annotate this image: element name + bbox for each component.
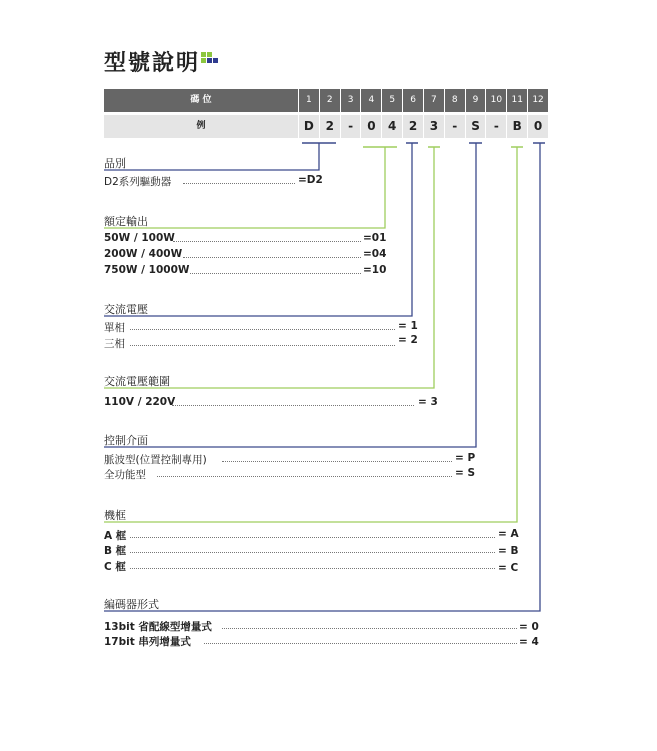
frame-item-label: B 框 <box>104 545 127 557</box>
output-item-value: =04 <box>363 248 387 260</box>
section-title-range: 交流電壓範圍 <box>104 375 170 388</box>
section-title-voltage: 交流電壓 <box>104 303 148 316</box>
example-code-cell: - <box>485 115 506 138</box>
page-title: 型號說明 <box>104 51 201 76</box>
section-title-control: 控制介面 <box>104 434 148 447</box>
frame-item-label: C 框 <box>104 561 126 573</box>
leader-dots <box>204 643 517 644</box>
range-item-value: = 3 <box>418 396 438 408</box>
example-code-cell: D <box>298 115 319 138</box>
code-position-cell: 3 <box>340 89 361 112</box>
output-item-label: 200W / 400W <box>104 248 183 260</box>
leader-dots <box>190 273 361 274</box>
brand-item-label: D2系列驅動器 <box>104 176 172 188</box>
leader-dots <box>172 405 414 406</box>
range-item-label: 110V / 220V <box>104 396 176 408</box>
leader-dots <box>130 537 495 538</box>
code-position-cell: 8 <box>444 89 465 112</box>
code-position-label: 碼 位 <box>190 95 212 105</box>
leader-dots <box>173 241 361 242</box>
code-position-cell: 9 <box>465 89 486 112</box>
leader-dots <box>222 461 452 462</box>
code-position-cell: 10 <box>485 89 506 112</box>
control-item-value: = P <box>455 452 476 464</box>
section-title-brand: 品別 <box>104 157 126 170</box>
connector-brand <box>104 143 319 170</box>
code-position-cell: 11 <box>506 89 527 112</box>
brand-item-value: =D2 <box>298 174 323 186</box>
control-item-label: 全功能型 <box>104 469 146 481</box>
output-item-value: =01 <box>363 232 387 244</box>
encoder-item-value: = 0 <box>519 621 539 633</box>
example-code-cell: 2 <box>319 115 340 138</box>
example-code-cell: 2 <box>402 115 423 138</box>
code-position-cell: 1 <box>298 89 319 112</box>
example-code-cell: S <box>465 115 486 138</box>
control-item-label: 脈波型(位置控制專用) <box>104 454 207 466</box>
leader-dots <box>183 183 295 184</box>
example-code-cell: - <box>444 115 465 138</box>
frame-item-value: = A <box>498 528 519 540</box>
encoder-item-value: = 4 <box>519 636 539 648</box>
section-title-frame: 機框 <box>104 509 126 522</box>
frame-item-value: = C <box>498 562 519 574</box>
voltage-item-value: = 2 <box>398 334 418 346</box>
voltage-item-label: 三相 <box>104 338 125 350</box>
voltage-item-label: 單相 <box>104 322 125 334</box>
leader-dots <box>130 345 395 346</box>
code-position-cell: 12 <box>527 89 548 112</box>
example-label: 例 <box>196 121 206 131</box>
example-code-cell: 0 <box>527 115 548 138</box>
leader-dots <box>130 552 495 553</box>
output-item-value: =10 <box>363 264 387 276</box>
code-position-cell: 6 <box>402 89 423 112</box>
voltage-item-value: = 1 <box>398 320 418 332</box>
encoder-item-label: 13bit 省配線型增量式 <box>104 621 212 633</box>
leader-dots <box>130 568 495 569</box>
leader-dots <box>157 476 452 477</box>
connector-voltage <box>104 143 412 316</box>
code-position-cell: 5 <box>381 89 402 112</box>
section-title-encoder: 編碼器形式 <box>104 598 159 611</box>
code-position-cell: 7 <box>423 89 444 112</box>
output-item-label: 750W / 1000W <box>104 264 190 276</box>
section-title-output: 額定輸出 <box>104 215 148 228</box>
example-code-cell: 4 <box>381 115 402 138</box>
leader-dots <box>130 329 395 330</box>
example-code-cell: 3 <box>423 115 444 138</box>
leader-dots <box>183 257 361 258</box>
code-position-cell: 2 <box>319 89 340 112</box>
control-item-value: = S <box>455 467 476 479</box>
frame-item-label: A 框 <box>104 530 127 542</box>
output-item-label: 50W / 100W <box>104 232 175 244</box>
example-code-cell: 0 <box>360 115 381 138</box>
leader-dots <box>222 628 517 629</box>
frame-item-value: = B <box>498 545 519 557</box>
code-position-cell: 4 <box>360 89 381 112</box>
example-code-cell: B <box>506 115 527 138</box>
example-code-cell: - <box>340 115 361 138</box>
encoder-item-label: 17bit 串列增量式 <box>104 636 191 648</box>
